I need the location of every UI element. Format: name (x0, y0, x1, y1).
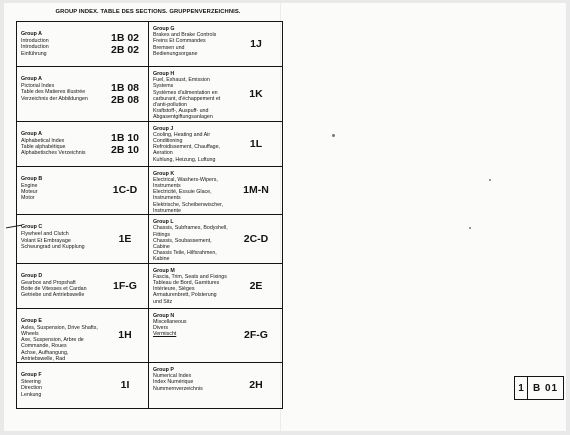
section-code: 2B 08 (110, 93, 140, 106)
group-title: Group B (21, 175, 43, 182)
description-line: Electrical, Washers-Wipers, (153, 176, 218, 183)
group-title: Group H (153, 71, 175, 78)
description-line: Table des Matieres illustrée (21, 89, 86, 96)
group-title: Group D (21, 272, 43, 279)
description-line: Brakes and Brake Controls (153, 32, 217, 39)
description-line: Abgasentgiftungsanlagen (153, 114, 213, 121)
group-description (17, 67, 102, 122)
group-description (17, 264, 102, 309)
description-line: Table alphabétique (21, 144, 66, 151)
group-title: Group F (21, 371, 42, 378)
sheet-header: GROUP INDEX. TABLE DES SECTIONS. GRUPPENVERZEICHNIS. (55, 9, 241, 15)
group-title: Group C (21, 224, 43, 231)
section-code: 1J (250, 38, 262, 50)
description-line: und Sitz (153, 298, 173, 305)
group-description (149, 215, 230, 263)
description-line: Fuel, Exhaust, Emission Systems (153, 77, 210, 90)
description-line: Axles, Suspension, Drive Shafts, (21, 324, 98, 331)
description-line: Tableau de Bord, Garnitures (153, 279, 220, 286)
section-code-cell (230, 67, 282, 122)
description-line: Axe, Suspension, Arbre de (21, 337, 84, 344)
description-line: Electricité, Essuie Glace, (153, 189, 212, 196)
description-line: Introduction (21, 38, 49, 45)
section-code: 1L (249, 137, 263, 150)
description-line: Vermischt (153, 331, 177, 338)
section-badge (514, 376, 564, 400)
group-title: Group A (21, 130, 42, 137)
description-line: Engine (21, 182, 38, 189)
description-line: Numerical Index (153, 373, 192, 380)
group-description (17, 363, 102, 408)
section-code-cell (102, 264, 149, 309)
group-description (149, 122, 230, 167)
description-line: Verzeichnis der Abbildungen (21, 95, 88, 102)
section-code: 2C-D (243, 232, 269, 245)
section-code: 1B 02 (110, 32, 140, 44)
description-line: Chassis, Soubassement, Cabine (153, 237, 212, 250)
description-line: Getriebe und Antriebswelle (21, 292, 85, 299)
group-description (149, 264, 230, 309)
section-code: 1F-G (113, 279, 137, 292)
section-code: 1I (120, 379, 130, 392)
description-line: Kuhlung, Heizung, Luftung (153, 156, 216, 163)
description-line: Wheels (21, 330, 39, 337)
description-line: Chassis Teile, Hilfsrahmen, (153, 250, 217, 257)
section-code: 2F-G (244, 329, 268, 342)
group-title: Group M (153, 267, 175, 274)
section-code-cell (102, 309, 149, 363)
group-description (149, 363, 230, 408)
description-line: Flywheel and Clutch (21, 231, 69, 238)
section-code: 2B 02 (110, 44, 140, 56)
section-code-cell (102, 215, 149, 263)
group-description (17, 22, 102, 67)
description-line: Direction (21, 385, 42, 392)
group-description (17, 122, 102, 167)
description-line: Fittings (153, 231, 171, 238)
section-code-cell (102, 67, 149, 122)
description-line: Alphabetisches Verzeichnis (21, 150, 86, 157)
group-description (17, 215, 102, 263)
group-title: Group A (21, 76, 42, 83)
section-code-cell (230, 309, 282, 363)
speck (489, 179, 491, 181)
badge-number: 1 (515, 377, 528, 399)
description-line: Commande, Roues (21, 343, 67, 350)
description-line: Moteur (21, 189, 38, 196)
document-page (4, 3, 566, 431)
section-code: 2B 10 (110, 143, 140, 156)
group-title: Group K (153, 170, 175, 177)
group-description (17, 167, 102, 215)
description-line: Volant Et Embrayage (21, 237, 71, 244)
description-line: Kabine (153, 256, 170, 263)
section-code-cell (230, 22, 282, 67)
group-title: Group E (21, 317, 42, 324)
description-line: Introduction (21, 44, 49, 51)
section-code-cell (102, 167, 149, 215)
description-line: Gearbox and Propshaft (21, 279, 76, 286)
description-line: Antriebswelle, Rad (21, 355, 66, 362)
group-index-table (16, 21, 283, 409)
section-code-cell (102, 363, 149, 408)
group-description (149, 22, 230, 67)
description-line: Bremsen und Bedienungsorgane (153, 44, 198, 57)
speck (469, 227, 471, 229)
description-line: Einführung (21, 50, 47, 57)
section-code-cell (230, 264, 282, 309)
description-line: Elektrische, Scheibenwischer, (153, 201, 224, 208)
description-line: Aeration (153, 150, 173, 157)
description-line: Index Numérique (153, 379, 194, 386)
section-code-cell (230, 363, 282, 408)
section-code-cell (102, 122, 149, 167)
description-line: Freins Et Commandes (153, 38, 206, 45)
section-code: 1B 08 (110, 81, 140, 94)
speck (332, 134, 335, 137)
description-line: carburant, d'échappement et (153, 95, 221, 102)
group-title: Group G (153, 26, 175, 32)
group-title: Group L (153, 219, 174, 226)
section-code: 1C-D (112, 184, 138, 197)
group-description (149, 167, 230, 215)
description-line: Fascia, Trim, Seats and Fixings (153, 273, 227, 280)
group-description (17, 309, 102, 363)
description-line: Alphabetical Index (21, 137, 65, 144)
group-description (149, 67, 230, 122)
description-line: Refroidissement, Chauffage, (153, 144, 221, 151)
description-line: Divers (153, 324, 169, 331)
group-title: Group P (153, 366, 174, 373)
section-code: 2E (249, 279, 263, 292)
description-line: Schwungrad und Kupplung (21, 243, 85, 250)
description-line: Conditioning (153, 138, 183, 145)
group-title: Group N (153, 312, 175, 319)
group-title: Group A (21, 31, 42, 37)
description-line: Motor (21, 195, 35, 202)
description-line: Intérieure, Sièges (153, 286, 195, 293)
section-code: 1E (118, 232, 132, 245)
description-line: Instruments (153, 183, 181, 190)
description-line: Boite de Vitesses et Cardan (21, 285, 87, 292)
section-code: 1H (118, 329, 132, 342)
section-code-cell (230, 122, 282, 167)
description-line: Instrumente (153, 207, 181, 214)
section-code: 2H (249, 379, 263, 392)
description-line: Nummernverzeichnis (153, 385, 203, 392)
section-code-cell (230, 167, 282, 215)
description-line: Kraftstoff-, Auspuff- und (153, 108, 209, 115)
description-line: d'anti-pollution (153, 102, 187, 109)
section-code: 1K (249, 87, 263, 100)
description-line: Instruments (153, 195, 181, 202)
description-line: Achse, Aufhangung, (21, 349, 69, 356)
description-line: Pictorial Index (21, 83, 55, 90)
description-line: Steering (21, 379, 41, 386)
badge-code: B 01 (532, 382, 559, 394)
section-code: 1M-N (243, 184, 269, 197)
description-line: Armaturenbrett, Polsterung (153, 292, 217, 299)
description-line: Cooling, Heating and Air (153, 131, 211, 138)
description-line: Systèmes d'alimentation en (153, 89, 218, 96)
section-code-cell (230, 215, 282, 263)
group-title: Group J (153, 125, 174, 132)
section-code-cell (102, 22, 149, 67)
description-line: Miscellaneous (153, 318, 187, 325)
group-description (149, 309, 230, 363)
section-code: 1B 10 (110, 131, 140, 144)
description-line: Lenkung (21, 391, 42, 398)
description-line: Chassis, Subframes, Bodyshell, (153, 225, 228, 232)
